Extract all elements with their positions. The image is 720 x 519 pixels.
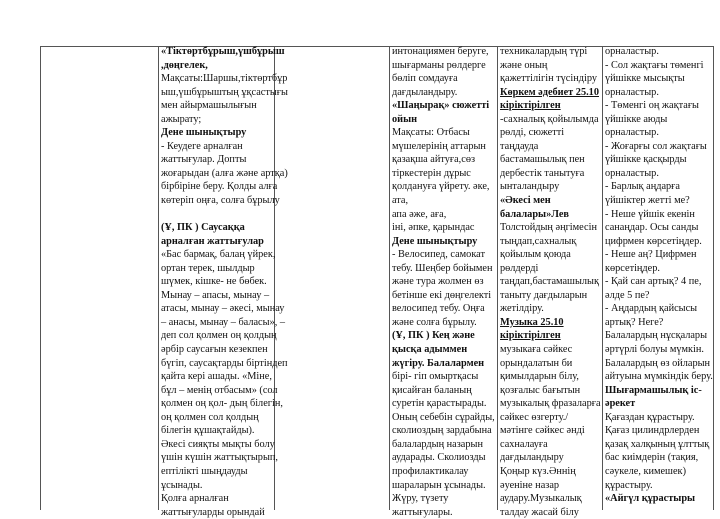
text-line: тебу. Шеңбер бойымен [392,262,493,274]
text-line: интонациямен беруге, [392,46,489,57]
text-line: қисайған баланың [392,384,472,396]
text-line: қазақша айтуға,сөз [392,154,476,166]
text-line: балалардың назарын [392,438,483,450]
text-line: бірі- гіп омыртқасы [392,371,479,383]
text-line: орналастыр. [605,167,659,179]
text-line: «Әкесі мен [500,195,551,207]
text-line: дағдыландыру [500,452,564,464]
text-line: Мақсаты: Отбасы [392,127,470,139]
text-line: рөлдерді [500,262,539,274]
text-line: аударады. Сколиозды [392,452,486,464]
text-line: бірбіріне беру. Қолды алға [161,181,278,193]
text-line: үйшікке аюды [605,113,668,125]
text-line: Балалардың нұсқалары [605,330,708,342]
text-line: Дене шынықтыру [161,127,247,139]
text-line: жоғарыдан (алға және артқа) [161,167,288,179]
text-line: үйшікке мысықты [605,73,685,85]
text-line: ептілікті шыңдауды [161,465,248,477]
text-line: Әкесі сияқты мықты болу [161,438,275,450]
text-line: музыкаға сәйкес [500,344,573,356]
text-line: техникалардың түрі [500,46,588,57]
column-divider [602,46,603,510]
text-line: шығарманы рөлдерге [392,59,486,71]
text-line: велосипед тебу. Оңға [392,303,485,315]
text-line: сколиоздың зардабына [392,425,492,437]
text-line: әрекет [605,398,636,410]
column-divider [713,46,714,510]
text-line: айтуына мүмкіндік беру. [605,371,713,383]
text-line: әлде 5 пе? [605,289,650,301]
text-line: «Шаңырақ» сюжетті [392,100,490,112]
text-line: «Тіктөртбұрыш,үшбұрыш [161,46,285,57]
text-line: шүмек, кішке- не бөбек. [161,276,267,288]
text-line: және солға бұрылу. [392,316,477,328]
text-line: Толстойдың әңгімесін [500,222,597,234]
text-line: - Кеудеге арналған [161,140,243,152]
text-line: профилактикалау [392,465,469,477]
text-line: Қоңыр күз.Әннің [500,465,576,477]
text-line: Балалардың өз ойларын [605,357,711,369]
column-divider [158,46,159,510]
text-line: Қағаздан құрастыру. [605,411,695,423]
text-line: - Төменгі оң жақтағы [605,100,699,112]
text-line: Мынау – апасы, мынау – [161,289,270,301]
text-line: шараларын ұсынады. [392,479,486,491]
text-line: жаттығулары. [392,506,453,518]
text-line: әртүрлі болуы мүмкін. [605,344,704,356]
text-line: Шығармашылық іс- [605,384,702,396]
text-line: «Бас бармақ, балаң үйрек, [161,249,276,261]
text-line: суретін қарастырады. [392,398,487,410]
text-line: ортан терек, шылдыр [161,262,255,274]
text-line: мүшелерінің аттарын [392,140,486,152]
text-line: - Сол жақтағы төменгі [605,59,704,71]
text-line: деп сол қолмен оң қолдың [161,330,277,342]
text-line: Жүру, түзету [392,493,449,505]
text-line: Қолға арналған [161,493,229,505]
text-line: бетінше екі дөңгелекті [392,289,492,301]
text-line: - Қай сан артық? 4 пе, [605,276,702,288]
text-line: сахналауға [500,438,548,450]
text-line: талдау жасай білу [500,506,579,518]
text-line: орналастыр. [605,86,659,98]
text-line: тыңдап,сахналық [500,235,577,247]
lesson-column-2 [392,45,497,519]
text-line: бүгіп, саусақтарды біртіндеп [161,357,288,369]
text-line: ажырату; [161,113,202,125]
text-line: арналған жаттығулар [161,235,264,247]
text-line: және тура жолмен өз [392,276,484,288]
text-line: Көркем әдебиет 25.10 [500,86,599,98]
text-line: ұсынады. [161,479,203,491]
text-line: апа әже, аға, [392,208,447,220]
text-line: ойын [392,113,418,125]
text-line: жаттығулар. Допты [161,154,247,166]
text-line: ынталандыру [500,181,560,193]
column-divider [40,46,41,510]
text-line: Музыка 25.10 [500,316,564,328]
text-line: рөлді, сюжетті [500,127,565,139]
text-line: қолдануға үйрету. әке, [392,181,490,193]
text-line: – анасы, мынау – баласы», – [161,316,285,328]
text-line: балалары»Лев [500,208,569,220]
text-line: мәтінге сәйкес әнді [500,425,585,437]
text-line: «Айгүл құрастыры [605,493,696,505]
text-line: Мақсаты:Шаршы,тіктөртбұр [161,73,288,85]
text-line: ата, [392,195,409,207]
column-divider [389,46,390,510]
text-line: -сахналық қойылымда [500,113,599,125]
text-line: орналастыр. [605,127,659,139]
text-line: жетілдіру. [500,303,544,315]
text-line: Дене шынықтыру [392,235,478,247]
text-line: дербестік танытуға [500,167,585,179]
text-line: музыкалық фразаларға [500,398,601,410]
text-line: таңдауда [500,140,539,152]
text-line: - Неше үйшік екенін [605,208,695,220]
text-line: қазақ халқының ұлттық [605,438,710,450]
text-line: орындалатын би [500,357,573,369]
text-line: дағдыландыру. [392,86,458,98]
text-line: қимылдарын білу, [500,371,579,383]
text-line: - Барлық аңдарға [605,181,680,193]
text-line: Қағаз цилиндрлерден [605,425,700,437]
text-line: (Ұ, ПК ) Кең және [392,330,475,342]
text-line: үйшіктер жетті ме? [605,195,690,207]
text-line: құрастыру. [605,479,653,491]
text-line: әуеніне назар [500,479,560,491]
lesson-column-3 [500,45,602,519]
lesson-column-1 [161,45,288,519]
text-line: сәукеле, кимешек) [605,465,686,477]
text-line: көрсетіңдер. [605,262,660,274]
text-line: - Аңдардың қайсысы [605,303,698,315]
text-line: (Ұ, ПК ) Саусаққа [161,222,245,234]
text-line: - Велосипед, самокат [392,249,485,261]
text-line: білегін құшақтайды). [161,425,255,437]
text-line: Оның себебін сұрайды, [392,411,495,423]
text-line: үшін күшін жаттықтырып, [161,452,278,464]
column-divider [497,46,498,510]
text-line: - Неше аң? Цифрмен [605,249,697,261]
text-line: атасы, мынау – әкесі, мынау [161,303,285,315]
text-line: таныту дағдыларын [500,289,588,301]
text-line: мен айырмашылығын [161,100,257,112]
text-line: ,дөңгелек, [161,59,208,71]
text-line: таңдап,бастамашылық [500,276,599,288]
text-line: оң қолмен сол қолдың [161,411,259,423]
text-line: цифрмен көрсетіңдер. [605,235,702,247]
text-line: тіркестерін дұрыс [392,167,471,179]
text-line: қайта кері ашады. «Міне, [161,371,272,383]
text-line: бас киімдерін (тақия, [605,452,699,464]
text-line: қолмен оң қол- дың білегін, [161,398,283,410]
text-line: қажеттілігін түсіндіру [500,73,598,85]
text-line: қойылым қоюда [500,249,571,261]
text-line: бөліп сомдауға [392,73,458,85]
text-line: ыш,үшбұрыштың ұқсастығы [161,86,288,98]
text-line: жүгіру. Балалармен [392,357,485,369]
text-line: сәйкес өзгерту./ [500,411,569,423]
text-line: санаңдар. Осы санды [605,222,699,234]
text-line: және оның [500,59,548,71]
text-line: аудару.Музыкалық [500,493,582,505]
text-line: - Жоғарғы сол жақтағы [605,140,707,152]
text-line: қысқа адыммен [392,344,468,356]
text-line: әрбір саусағын кезекпен [161,344,268,356]
text-line: іні, әпке, қарындас [392,222,475,234]
text-line: бұл – менің отбасым» (сол [161,384,278,396]
text-line: кіріктірілген [500,330,561,342]
text-line [161,208,274,222]
text-line: артық? Неге? [605,316,664,328]
text-line: үйшікке қасқырды [605,154,687,166]
lesson-column-4 [605,45,713,506]
text-line: кіріктірілген [500,100,561,112]
text-line: көтеріп оңға, солға бұрылу [161,195,280,207]
text-line: жаттығуларды орындай [161,506,265,518]
text-line: орналастыр. [605,46,659,57]
text-line: қозғалыс бағытын [500,384,581,396]
text-line: бастамашылық пен [500,154,585,166]
